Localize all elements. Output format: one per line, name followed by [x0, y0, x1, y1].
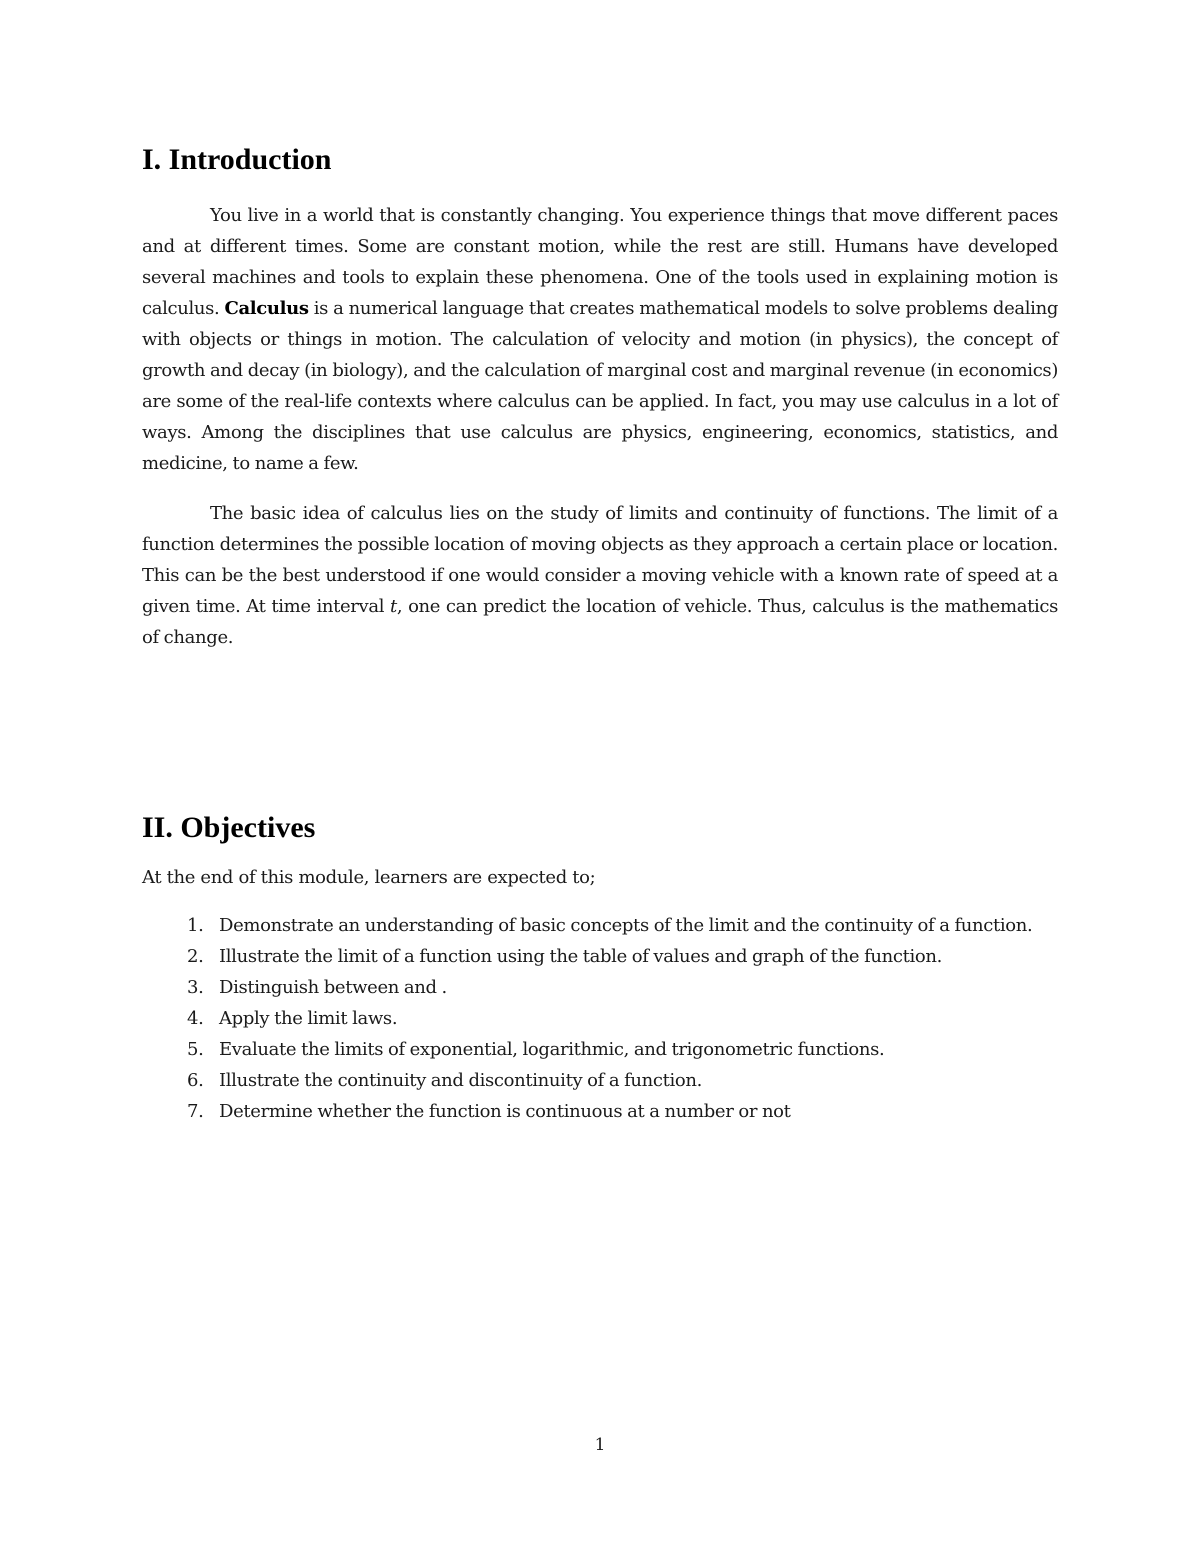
objective-text: Distinguish between and .	[219, 977, 447, 998]
list-number: 2.	[187, 946, 204, 967]
list-number: 1.	[187, 915, 204, 936]
page-number: 1	[594, 1435, 606, 1455]
objective-text: Illustrate the limit of a function using the table of values and graph of the function.	[219, 946, 942, 967]
list-number: 6.	[187, 1070, 204, 1091]
introduction-paragraph-2	[142, 498, 1058, 653]
objective-item-4	[142, 1003, 1058, 1034]
time-variable: t	[389, 596, 397, 617]
objective-text: Evaluate the limits of exponential, logarithmic, and trigonometric functions.	[219, 1039, 885, 1060]
list-number: 4.	[187, 1008, 204, 1029]
calculus-bold-term: Calculus	[224, 298, 309, 319]
list-number: 3.	[187, 977, 204, 998]
list-number: 7.	[187, 1101, 204, 1122]
objective-item-1	[142, 910, 1058, 941]
objective-text: Illustrate the continuity and discontinuity of a function.	[219, 1070, 702, 1091]
list-number: 5.	[187, 1039, 204, 1060]
introduction-paragraph-1	[142, 200, 1058, 479]
objectives-lead-in: At the end of this module, learners are expected to;	[142, 867, 596, 888]
objectives-list	[142, 910, 1058, 1127]
objectives-heading: II. Objectives	[142, 811, 316, 844]
objective-item-2	[142, 941, 1058, 972]
objective-text: Apply the limit laws.	[219, 1008, 398, 1029]
objective-item-7	[142, 1096, 1058, 1127]
objective-item-5	[142, 1034, 1058, 1065]
paragraph-text: is a numerical language that creates mathematical models to solve problems dealing with objects or things in motion. The calculation of velocity and motion (in physics), the concept of growth and decay (in biology), and the calculation of marginal cost and marginal revenue (in economics) are some of the real-life contexts where calculus can be applied. In fact, you may use calculus in a lot of ways. Among the disciplines that use calculus are physics, engineering, economics, statistics, and medicine, to name a few.	[142, 298, 1058, 474]
objective-text: Demonstrate an understanding of basic concepts of the limit and the continuity of a function.	[219, 915, 1033, 936]
objective-text: Determine whether the function is continuous at a number or not	[219, 1101, 791, 1122]
paragraph-text: , one can predict the location of vehicle. Thus, calculus is the mathematics of change.	[142, 596, 1058, 648]
introduction-heading: I. Introduction	[142, 143, 332, 176]
page-content	[142, 138, 1058, 1127]
objective-item-6	[142, 1065, 1058, 1096]
paragraph-text: You live in a world that is constantly changing. You experience things that move different paces and at different times. Some are constant motion, while the rest are still. Humans have developed several machines and tools to explain these phenomena. One of the tools used in explaining motion is calculus.	[142, 205, 1058, 319]
paragraph-text: The basic idea of calculus lies on the study of limits and continuity of functions. The limit of a function determines the possible location of moving objects as they approach a certain place or location. This can be the best understood if one would consider a moving vehicle with a known rate of speed at a given time. At time interval	[142, 503, 1058, 617]
objective-item-3	[142, 972, 1058, 1003]
